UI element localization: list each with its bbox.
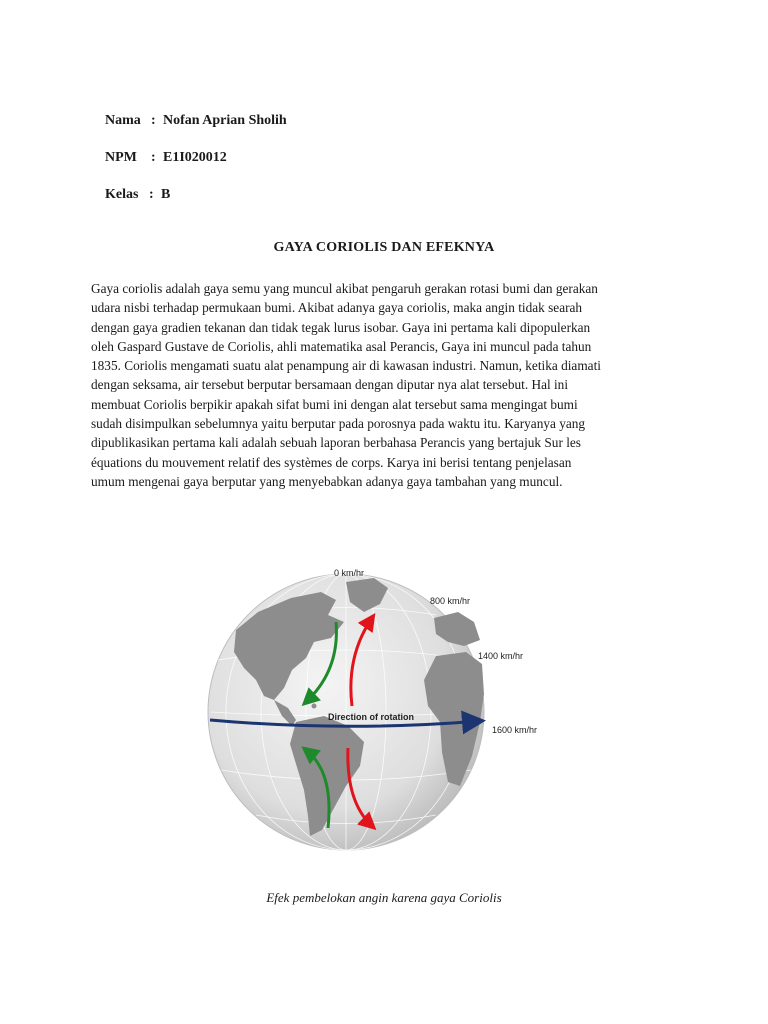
class-separator: : bbox=[149, 187, 154, 202]
class-row bbox=[91, 168, 170, 222]
speed-label-800: 800 km/hr bbox=[430, 596, 471, 606]
paragraph-line: oleh Gaspard Gustave de Coriolis, ahli matematika asal Perancis, Gaya ini muncul pada tahun bbox=[91, 338, 592, 354]
speed-label-1400: 1400 km/hr bbox=[478, 651, 524, 661]
paragraph-line: dipublikasikan pertama kali adalah sebuah laporan berbahasa Perancis yang bertajuk Sur les bbox=[91, 435, 581, 451]
paragraph-line: umum mengenai gaya berputar yang menyebabkan adanya gaya tambahan yang muncul. bbox=[91, 473, 563, 489]
globe-illustration bbox=[196, 560, 566, 860]
paragraph-line: udara nisbi terhadap permukaan bumi. Akibat adanya gaya coriolis, maka angin tidak searah bbox=[91, 300, 583, 316]
caribbean-islands bbox=[312, 704, 317, 709]
paragraph-line: 1835. Coriolis mengamati suatu alat penampung air di kawasan industri. Namun, ketika diamati bbox=[91, 358, 601, 374]
body-paragraph bbox=[91, 279, 681, 491]
rotation-label: Direction of rotation bbox=[328, 712, 414, 722]
paragraph-line: membuat Coriolis berpikir apakah sifat bumi ini dengan alat tersebut sama mengingat bumi bbox=[91, 396, 578, 412]
document-title: GAYA CORIOLIS DAN EFEKNYA bbox=[273, 240, 495, 255]
npm-value: E1I020012 bbox=[163, 150, 227, 165]
speed-label-1600: 1600 km/hr bbox=[492, 725, 538, 735]
name-separator: : bbox=[151, 113, 156, 128]
paragraph-line: Gaya coriolis adalah gaya semu yang muncul akibat pengaruh gerakan rotasi bumi dan gerakan bbox=[91, 281, 598, 296]
coriolis-figure bbox=[196, 560, 566, 860]
paragraph-line: équations du mouvement relatif des systèmes de corps. Karya ini berisi tentang penjelasan bbox=[91, 454, 572, 470]
paragraph-line: dengan gaya gradien tekanan dan tidak tegak lurus isobar. Gaya ini pertama kali dipopulerkan bbox=[91, 319, 591, 335]
speed-label-pole: 0 km/hr bbox=[334, 568, 365, 578]
name-value: Nofan Aprian Sholih bbox=[163, 113, 287, 128]
paragraph-line: sudah disimpulkan sebelumnya yaitu berputar pada porosnya pada waktu itu. Karyanya yang bbox=[91, 416, 586, 432]
name-label: Nama bbox=[105, 113, 141, 128]
class-label: Kelas bbox=[105, 187, 139, 202]
npm-separator: : bbox=[151, 150, 156, 165]
class-value: B bbox=[161, 187, 171, 202]
npm-label: NPM bbox=[105, 150, 137, 165]
figure-caption: Efek pembelokan angin karena gaya Coriolis bbox=[266, 890, 502, 905]
paragraph-line: dengan seksama, air tersebut berputar bersamaan dengan diputar nya alat tersebut. Hal ini bbox=[91, 377, 569, 393]
